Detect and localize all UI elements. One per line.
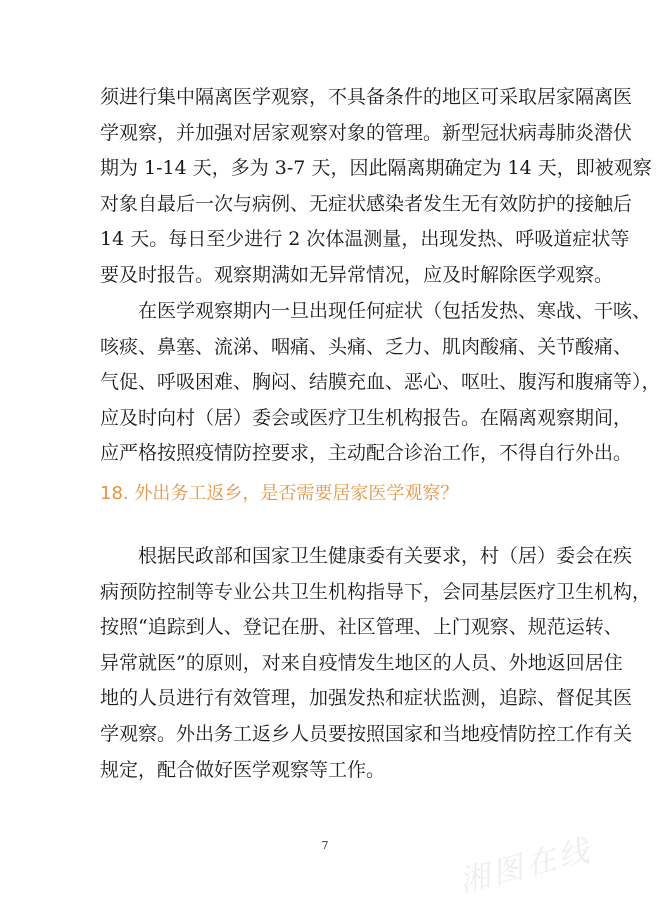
section-heading: 18. 外出务工返乡，是否需要居家医学观察？ (100, 483, 459, 504)
watermark: 湘图在线 (455, 832, 597, 900)
paragraph-2 (100, 294, 661, 472)
paragraph-line: 14 天。每日至少进行 2 次体温测量，出现发热、呼吸道症状等 (100, 228, 630, 251)
paragraph-line: 在医学观察期内一旦出现任何症状（包括发热、寒战、干咳、 (138, 300, 652, 322)
paragraph-line: 期为 1-14 天，多为 3-7 天，因此隔离期确定为 14 天，即被观察 (100, 157, 652, 180)
paragraph-line: 对象自最后一次与病例、无症状感染者发生无有效防护的接触后 (100, 192, 633, 215)
paragraph-line: 气促、呼吸困难、胸闷、结膜充血、恶心、呕吐、腹泻和腹痛等）， (100, 371, 661, 394)
paragraph-1 (100, 80, 652, 294)
paragraph-line: 异常就医”的原则，对来自疫情发生地区的人员、外地返回居住 (100, 651, 623, 674)
paragraph-line: 要及时报告。观察期满如无异常情况，应及时解除医学观察。 (100, 263, 614, 286)
paragraph-line: 学观察，并加强对居家观察对象的管理。新型冠状病毒肺炎潜伏 (100, 121, 633, 144)
paragraph-line: 咳痰、鼻塞、流涕、咽痛、头痛、乏力、肌肉酸痛、关节酸痛、 (100, 335, 633, 358)
paragraph-line: 按照“追踪到人、登记在册、社区管理、上门观察、规范运转、 (100, 616, 623, 639)
paragraph-line: 须进行集中隔离医学观察，不具备条件的地区可采取居家隔离医 (100, 86, 633, 108)
paragraph-line: 应严格按照疫情防控要求，主动配合诊治工作，不得自行外出。 (100, 442, 633, 465)
paragraph-line: 根据民政部和国家卫生健康委有关要求，村（居）委会在疾 (138, 545, 633, 567)
paragraph-line: 地的人员进行有效管理，加强发热和症状监测，追踪、督促其医 (100, 687, 633, 710)
page-number: 7 (321, 839, 329, 852)
paragraph-line: 学观察。外出务工返乡人员要按照国家和当地疫情防控工作有关 (100, 722, 633, 745)
paragraph-line: 病预防控制等专业公共卫生机构指导下，会同基层医疗卫生机构， (100, 580, 652, 603)
paragraph-3 (100, 539, 652, 788)
paragraph-line: 规定，配合做好医学观察等工作。 (100, 758, 386, 781)
paragraph-line: 应及时向村（居）委会或医疗卫生机构报告。在隔离观察期间， (100, 406, 633, 429)
